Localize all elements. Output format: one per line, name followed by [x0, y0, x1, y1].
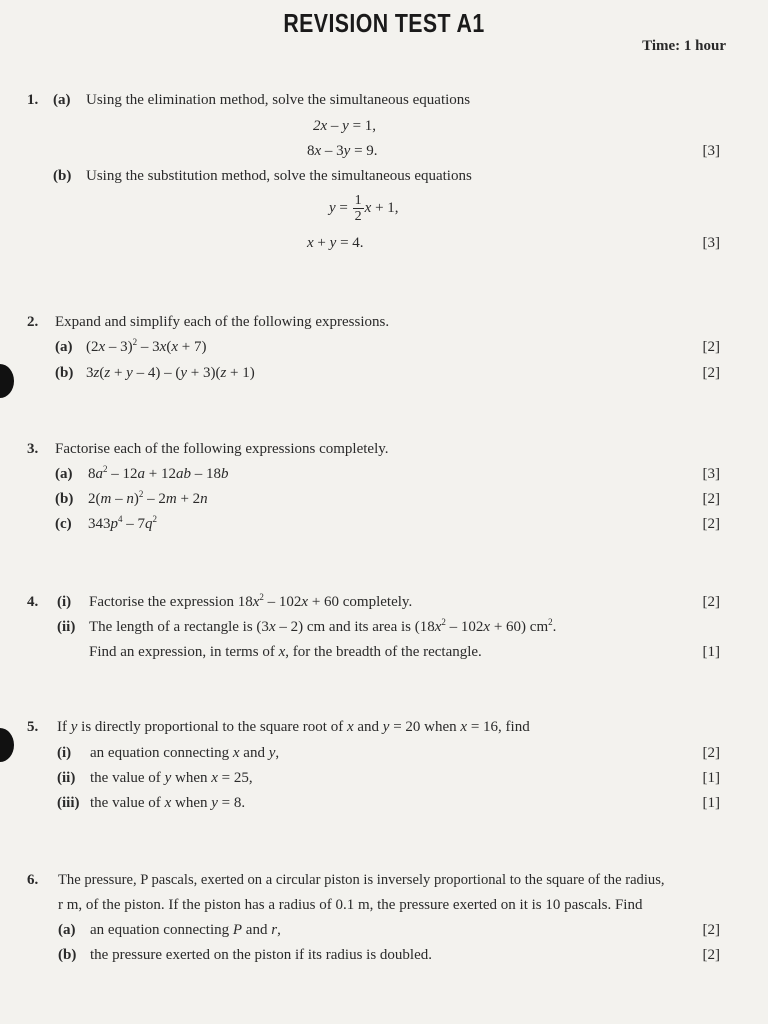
part-label: (b): [53, 168, 72, 184]
question-text: Expand and simplify each of the following expressions.: [55, 314, 390, 330]
expression: (2x – 3)$^2$ – 3x(x + 7): [86, 337, 207, 355]
question-text: r m, of the piston. If the piston has a radius of 0.1 m, the pressure exerted on it is 10 pascals. Find: [58, 897, 643, 913]
marks: [2]: [702, 947, 720, 963]
question-text: Find an expression, in terms of x, for the breadth of the rectangle.: [89, 644, 482, 660]
part-label: (a): [53, 92, 71, 108]
part-label: (a): [55, 466, 73, 482]
equation: x + y = 4.: [307, 235, 364, 251]
question-number: 3.: [27, 441, 39, 457]
question-text: If y is directly proportional to the square root of x and y = 20 when x = 16, find: [57, 719, 530, 735]
question-number: 1.: [27, 92, 39, 108]
question-text: The length of a rectangle is (3x – 2) cm and its area is $(18x^2 - 102x + 60)$ $cm^2$.: [89, 617, 557, 635]
punch-hole: [0, 364, 14, 398]
question-number: 2.: [27, 314, 39, 330]
question-text: the value of y when x = 25,: [90, 770, 253, 786]
question-text: an equation connecting P and r,: [90, 922, 281, 938]
part-label: (a): [55, 339, 73, 355]
part-label: (i): [57, 745, 72, 761]
part-label: (ii): [57, 619, 76, 635]
marks: [3]: [702, 143, 720, 159]
equation: y = $\frac{1}{2}$ x + 1,: [329, 193, 399, 224]
question-number: 6.: [27, 872, 39, 888]
question-text: the pressure exerted on the piston if its radius is doubled.: [90, 947, 433, 963]
marks: [2]: [702, 594, 720, 610]
marks: [2]: [702, 745, 720, 761]
question-text: an equation connecting x and y,: [90, 745, 280, 761]
marks: [2]: [702, 516, 720, 532]
equation: 2x – y = 1,: [313, 118, 377, 134]
expression: $8a^2 - 12a + 12ab - 18b$: [88, 464, 229, 482]
part-label: (b): [58, 947, 77, 963]
question-text: Using the substitution method, solve the simultaneous equations: [86, 168, 472, 184]
page-title: REVISION TEST A1: [283, 8, 485, 38]
part-label: (ii): [57, 770, 76, 786]
question-number: 5.: [27, 719, 39, 735]
marks: [2]: [702, 491, 720, 507]
expression: $343p^4 - 7q^2$: [88, 514, 157, 532]
question-text: Factorise each of the following expressions completely.: [55, 441, 389, 457]
part-label: (a): [58, 922, 76, 938]
part-label: (b): [55, 365, 74, 381]
marks: [2]: [702, 339, 720, 355]
question-text: Factorise the expression $18x^2 - 102x + 60$ completely.: [89, 592, 413, 610]
question-text: Using the elimination method, solve the simultaneous equations: [86, 92, 471, 108]
part-label: (b): [55, 491, 74, 507]
marks: [1]: [702, 770, 720, 786]
marks: [2]: [702, 365, 720, 381]
marks: [2]: [702, 922, 720, 938]
expression: 3z(z + y – 4) – (y + 3)(z + 1): [86, 365, 255, 381]
part-label: (iii): [57, 795, 80, 811]
question-number: 4.: [27, 594, 39, 610]
punch-hole: [0, 728, 14, 762]
equation: 8x – 3y = 9.: [307, 143, 378, 159]
marks: [3]: [702, 466, 720, 482]
question-text: the value of x when y = 8.: [90, 795, 246, 811]
question-text: The pressure, P pascals, exerted on a circular piston is inversely proportional to the square of the radius,: [58, 872, 665, 888]
expression: 2(m – n)$^2$ – 2m + 2n: [88, 489, 208, 507]
marks: [3]: [702, 235, 720, 251]
part-label: (c): [55, 516, 72, 532]
part-label: (i): [57, 594, 72, 610]
marks: [1]: [702, 795, 720, 811]
marks: [1]: [702, 644, 720, 660]
time-allowed: Time: 1 hour: [642, 38, 726, 54]
